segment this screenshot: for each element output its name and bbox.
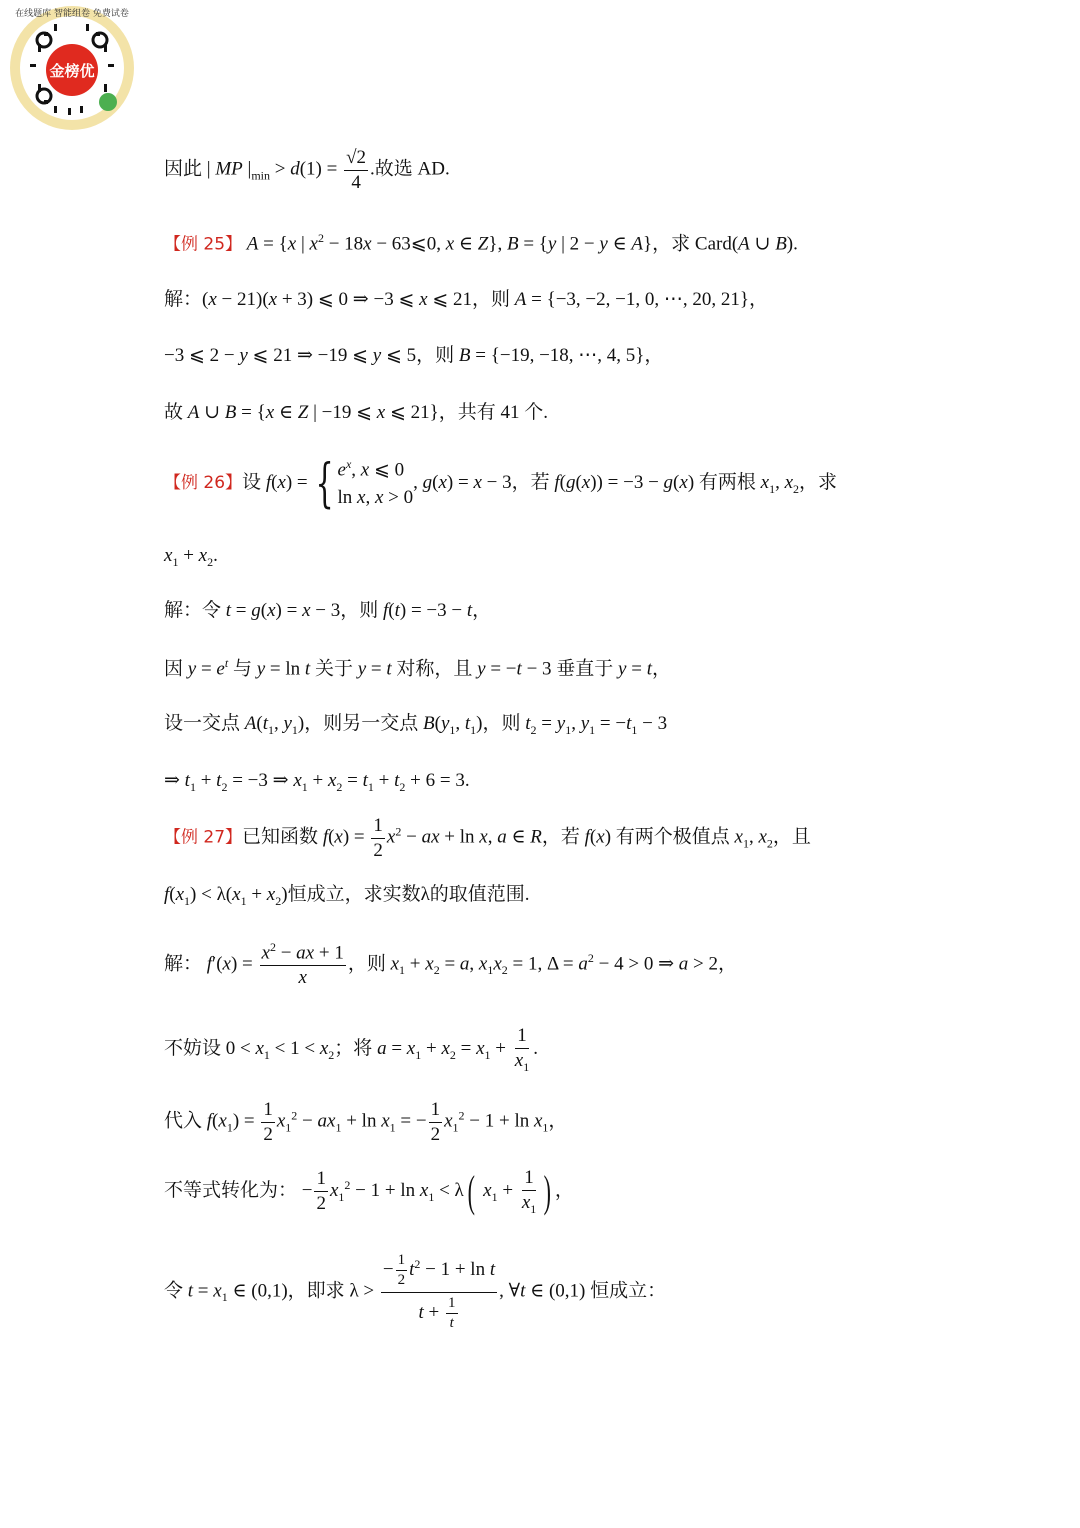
line-16: 代入 $f(x_1)$ = $\frac{1}{2}$ $x_1^2 - ax_1 + \ln x_1$ = − $\frac{1}{2}$ $x_1^2 - 1 + \ln x_1$，: [164, 1099, 568, 1145]
line-10: 设一交点 $A(t_1$, $y_1$)，则另一交点 $B(y_1$, $t_1$)，则 $t_2 = y_1$, $y_1 = -t_1 - 3$: [164, 713, 668, 737]
logo-center-text: 金榜优: [49, 62, 95, 80]
example-26: 【例 26】设 f(x) = { $e^x$, x ⩽ 0 ln x, x > 0 , g(x) = x − 3，若 f(g(x)) = −3 − g(x) 有两根 $x_1$, $x_2$，求: [164, 453, 838, 514]
example-27: 【例 27】已知函数 f(x) = $\frac{1}{2}$ $x^2$ − ax + ln x, a ∈ R，若 f(x) 有两个极值点 $x_1$, $x_2$，且: [164, 815, 811, 861]
line-3: 解：(x − 21)(x + 3) ⩽ 0 ⇒ −3 ⩽ x ⩽ 21，则 A = {−3, −2, −1, 0, ⋯, 20, 21}，: [164, 289, 768, 310]
line-15: 不妨设 $0 < x_1 < 1 < x_2$；将 $a = x_1 + x_2 = x_1$ + $\frac{1}{x_1}$ .: [164, 1025, 538, 1074]
line-9: 因 $y = e^t$ 与 y = ln t 关于 y = t 对称，且 y = −t − 3 垂直于 y = t，: [164, 656, 671, 680]
line-11: ⇒ $t_1 + t_2 = -3$ ⇒ $x_1 + x_2 = t_1 + t_2 + 6 = 3$.: [164, 770, 470, 794]
line-18: 令 $t = x_1$ ∈ (0,1)，即求 λ > − $\frac{1}{2}$ $t^2 - 1 + \ln t$ t + $\frac{1}{t}$ , ∀t ∈ (0,1) 恒成立：: [164, 1252, 667, 1331]
line-1: 因此 | MP $|_{min} > d(1)$ = $\frac{√2}{4}$ .故选 AD.: [164, 147, 450, 193]
qr-logo: [8, 4, 136, 132]
example-25: 【例 25】 A = {x | $x^2 - 18x$ − 63⩽0, x ∈ Z}, B = {y | 2 − y ∈ A}，求 Card(A ∪ B).: [164, 231, 798, 255]
example-label: 【例 27】: [164, 827, 243, 848]
line-4: −3 ⩽ 2 − y ⩽ 21 ⇒ −19 ⩽ y ⩽ 5，则 B = {−19, −18, ⋯, 4, 5}，: [164, 345, 664, 366]
line-17: 不等式转化为： − $\frac{1}{2}$ $x_1^2 - 1 + \ln x_1 < \lambda$( $x_1$ + $\frac{1}{x_1}$ ) ，: [164, 1166, 574, 1216]
line-5: 故 A ∪ B = {x ∈ Z | −19 ⩽ x ⩽ 21}，共有 41 个.: [164, 402, 549, 423]
line-8: 解：令 t = g(x) = x − 3，则 f(t) = −3 − t，: [164, 600, 492, 621]
example-label: 【例 26】: [164, 473, 243, 494]
example-label: 【例 25】: [164, 234, 243, 255]
line-14: 解： f′(x) = $\frac{x^2 - ax + 1}{x}$ ，则 $x_1 + x_2 = a$, $x_1x_2 = 1$, $\Delta = a^2 - 4 > 0$ ⇒ a > 2，: [164, 940, 737, 989]
line-13: $f(x_1) < \lambda(x_1 + x_2)$恒成立，求实数λ的取值范围.: [164, 884, 530, 908]
line-7: $x_1 + x_2$.: [164, 545, 218, 569]
logo-top-text: 在线题库 智能组卷 免费试卷: [15, 9, 129, 19]
